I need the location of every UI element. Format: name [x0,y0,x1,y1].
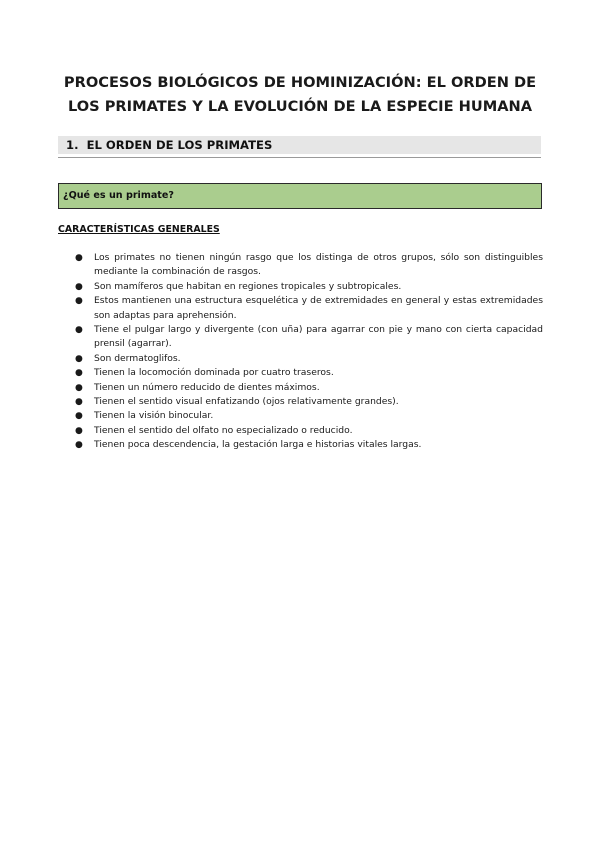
list-item [72,251,543,280]
list-item [72,438,543,452]
question-callout-text: ¿Qué es un primate? [63,190,174,201]
list-item [72,424,543,438]
list-item [72,395,543,409]
list-item [72,409,543,423]
bullet-icon: ● [75,253,83,263]
bullet-icon: ● [75,296,83,307]
bullet-icon: ● [75,397,83,408]
list-item-text: Tienen el sentido del olfato no especializado o reducido. [94,424,353,436]
list-item-text: Tiene el pulgar largo y divergente (con uña) para agarrar con pie y mano con cierta capacidad prensil (agarrar). [94,324,543,350]
list-item [72,366,543,380]
bullet-icon: ● [75,368,83,379]
section-number: 1. [66,138,79,152]
list-item-text: Son mamíferos que habitan en regiones tropicales y subtropicales. [94,280,402,292]
characteristics-subheading: CARACTERÍSTICAS GENERALES [58,224,220,235]
list-item-text: Tienen un número reducido de dientes máximos. [94,381,320,393]
document-title [50,71,550,119]
list-item [72,294,543,323]
list-item [72,352,543,366]
bullet-icon: ● [75,353,83,364]
characteristics-list [72,251,543,453]
section-divider [58,157,541,158]
bullet-icon: ● [75,281,83,292]
bullet-icon: ● [75,425,83,436]
document-title-line-2: LOS PRIMATES Y LA EVOLUCIÓN DE LA ESPECIE HUMANA [67,98,533,115]
question-callout-box [58,183,542,209]
bullet-icon: ● [75,440,83,451]
section-heading [58,136,541,154]
section-title: EL ORDEN DE LOS PRIMATES [86,138,273,152]
document-title-line-1: PROCESOS BIOLÓGICOS DE HOMINIZACIÓN: EL ORDEN DE [63,74,537,91]
list-item-text: Tienen la locomoción dominada por cuatro traseros. [94,367,334,379]
list-item-text: Son dermatoglifos. [94,352,181,364]
bullet-icon: ● [75,325,83,336]
list-item-text: Estos mantienen una estructura esquelética y de extremidades en general y estas extremidades son adaptas para aprehensión. [94,295,543,321]
list-item [72,280,543,294]
list-item-text: Tienen poca descendencia, la gestación larga e historias vitales largas. [94,439,422,451]
list-item-text: Los primates no tienen ningún rasgo que los distinga de otros grupos, sólo son distinguibles mediante la combinación de rasgos. [94,252,543,278]
list-item-text: Tienen la visión binocular. [94,410,214,422]
bullet-icon: ● [75,411,83,422]
list-item [72,323,543,352]
list-item-text: Tienen el sentido visual enfatizando (ojos relativamente grandes). [94,396,399,408]
bullet-icon: ● [75,382,83,393]
list-item [72,381,543,395]
